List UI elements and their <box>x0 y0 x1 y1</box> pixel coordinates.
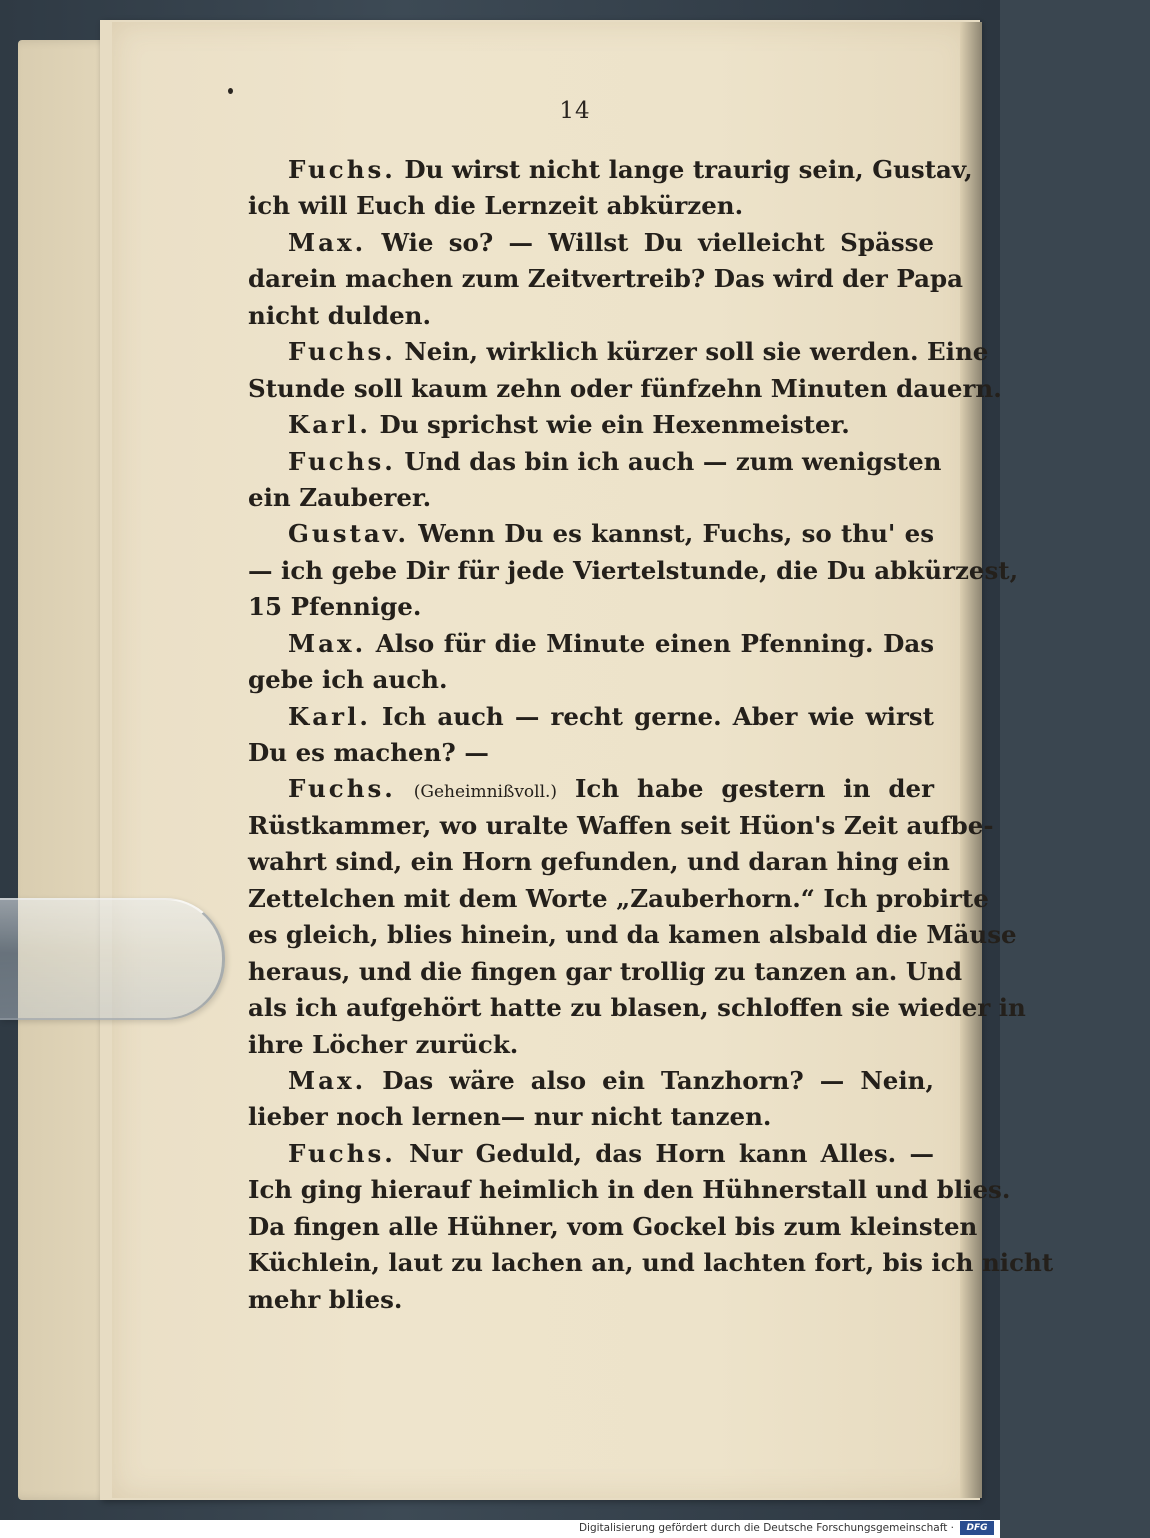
line-text: nicht dulden. <box>248 300 432 330</box>
text-line <box>248 1099 934 1135</box>
line-text: Stunde soll kaum zehn oder fünfzehn Minuten dauern. <box>248 373 1002 403</box>
text-line <box>248 407 934 443</box>
line-text: ihre Löcher zurück. <box>248 1029 519 1059</box>
line-text: Du sprichst wie ein Hexenmeister. <box>379 410 850 440</box>
text-line <box>248 444 942 480</box>
text-line <box>248 662 934 698</box>
text-line <box>248 808 994 844</box>
line-text: wahrt sind, ein Horn gefunden, und daran hing ein <box>248 847 950 877</box>
text-line <box>248 1136 934 1172</box>
line-text: Ich auch — recht gerne. Aber wie wirst <box>382 701 935 731</box>
dfg-logo: DFG <box>960 1521 994 1535</box>
line-text: Ich habe gestern in der <box>574 774 934 804</box>
page-text <box>248 152 1054 1318</box>
text-line <box>248 1282 934 1318</box>
speaker-name: Max. <box>288 1065 367 1095</box>
speaker-name: Fuchs. <box>288 446 396 476</box>
text-line <box>248 1245 1054 1281</box>
line-text: es gleich, blies hinein, und da kamen alsbald die Mäuse <box>248 920 1017 950</box>
text-line <box>248 1063 934 1099</box>
line-text: ich will Euch die Lernzeit abkürzen. <box>248 191 744 221</box>
text-line <box>248 225 934 261</box>
text-line <box>248 589 934 625</box>
speaker-name: Karl. <box>288 701 371 731</box>
text-line <box>248 334 989 370</box>
line-text: Rüstkammer, wo uralte Waffen seit Hüon's Zeit aufbe- <box>248 810 994 840</box>
page-number: 14 <box>559 98 591 124</box>
line-text: Nein, wirklich kürzer soll sie werden. Eine <box>404 337 989 367</box>
line-text: Wenn Du es kannst, Fuchs, so thu' es <box>418 519 935 549</box>
text-line <box>248 626 934 662</box>
line-text: gebe ich auch. <box>248 665 448 695</box>
text-line <box>248 735 934 771</box>
text-line <box>248 990 1026 1026</box>
speaker-name: Karl. <box>288 410 371 440</box>
text-line <box>248 516 934 552</box>
text-line <box>248 1172 1011 1208</box>
text-line <box>248 298 934 334</box>
speaker-name: Fuchs. <box>288 337 396 367</box>
line-text: — ich gebe Dir für jede Viertelstunde, die Du abkürzest, <box>248 555 1019 585</box>
line-text: Und das bin ich auch — zum wenigsten <box>404 446 942 476</box>
ink-dot <box>228 88 233 94</box>
line-text: Also für die Minute einen Pfenning. Das <box>375 628 934 658</box>
speaker-name: Fuchs. <box>288 155 396 184</box>
digitization-credit: Digitalisierung gefördert durch die Deutsche Forschungsgemeinschaft · <box>578 1522 954 1534</box>
line-text: ein Zauberer. <box>248 482 432 512</box>
speaker-name: Gustav. <box>288 519 410 549</box>
line-text: 15 Pfennige. <box>248 592 422 622</box>
line-text: als ich aufgehört hatte zu blasen, schloffen sie wieder in <box>248 993 1026 1023</box>
text-line <box>248 188 934 224</box>
text-line <box>248 261 963 297</box>
text-line <box>248 844 950 880</box>
text-line <box>248 699 934 735</box>
text-line <box>248 371 1002 407</box>
line-text: heraus, und die fingen gar trollig zu tanzen an. Und <box>248 956 963 986</box>
text-line <box>248 553 1019 589</box>
glass-ruler <box>0 898 225 1020</box>
text-line <box>248 1027 934 1063</box>
stage-direction: (Geheimnißvoll.) <box>413 782 558 803</box>
text-line <box>248 771 934 807</box>
line-text: mehr blies. <box>248 1284 403 1314</box>
line-text: Zettelchen mit dem Worte „Zauberhorn.“ Ich probirte <box>248 883 989 913</box>
speaker-name: Fuchs. <box>288 774 396 804</box>
text-line <box>248 1209 978 1245</box>
line-text: Ich ging hierauf heimlich in den Hühnerstall und blies. <box>248 1175 1011 1205</box>
text-line <box>248 954 963 990</box>
text-line <box>248 152 973 188</box>
line-text: darein machen zum Zeitvertreib? Das wird der Papa <box>248 264 963 294</box>
line-text: lieber noch lernen— nur nicht tanzen. <box>248 1102 772 1132</box>
speaker-name: Fuchs. <box>288 1138 396 1168</box>
text-line <box>248 881 989 917</box>
line-text: Nur Geduld, das Horn kann Alles. — <box>409 1138 935 1168</box>
text-line <box>248 917 1017 953</box>
speaker-name: Max. <box>288 628 367 658</box>
line-text: Wie so? — Willst Du vielleicht Spässe <box>381 227 934 257</box>
line-text: Du es machen? — <box>248 738 489 767</box>
line-text: Das wäre also ein Tanzhorn? — Nein, <box>382 1065 934 1095</box>
speaker-name: Max. <box>288 227 367 257</box>
line-text: Küchlein, laut zu lachen an, und lachten fort, bis ich nicht <box>248 1248 1054 1278</box>
line-text: Da fingen alle Hühner, vom Gockel bis zum kleinsten <box>248 1211 978 1241</box>
line-text: Du wirst nicht lange traurig sein, Gustav, <box>404 155 973 184</box>
text-line <box>248 480 934 516</box>
